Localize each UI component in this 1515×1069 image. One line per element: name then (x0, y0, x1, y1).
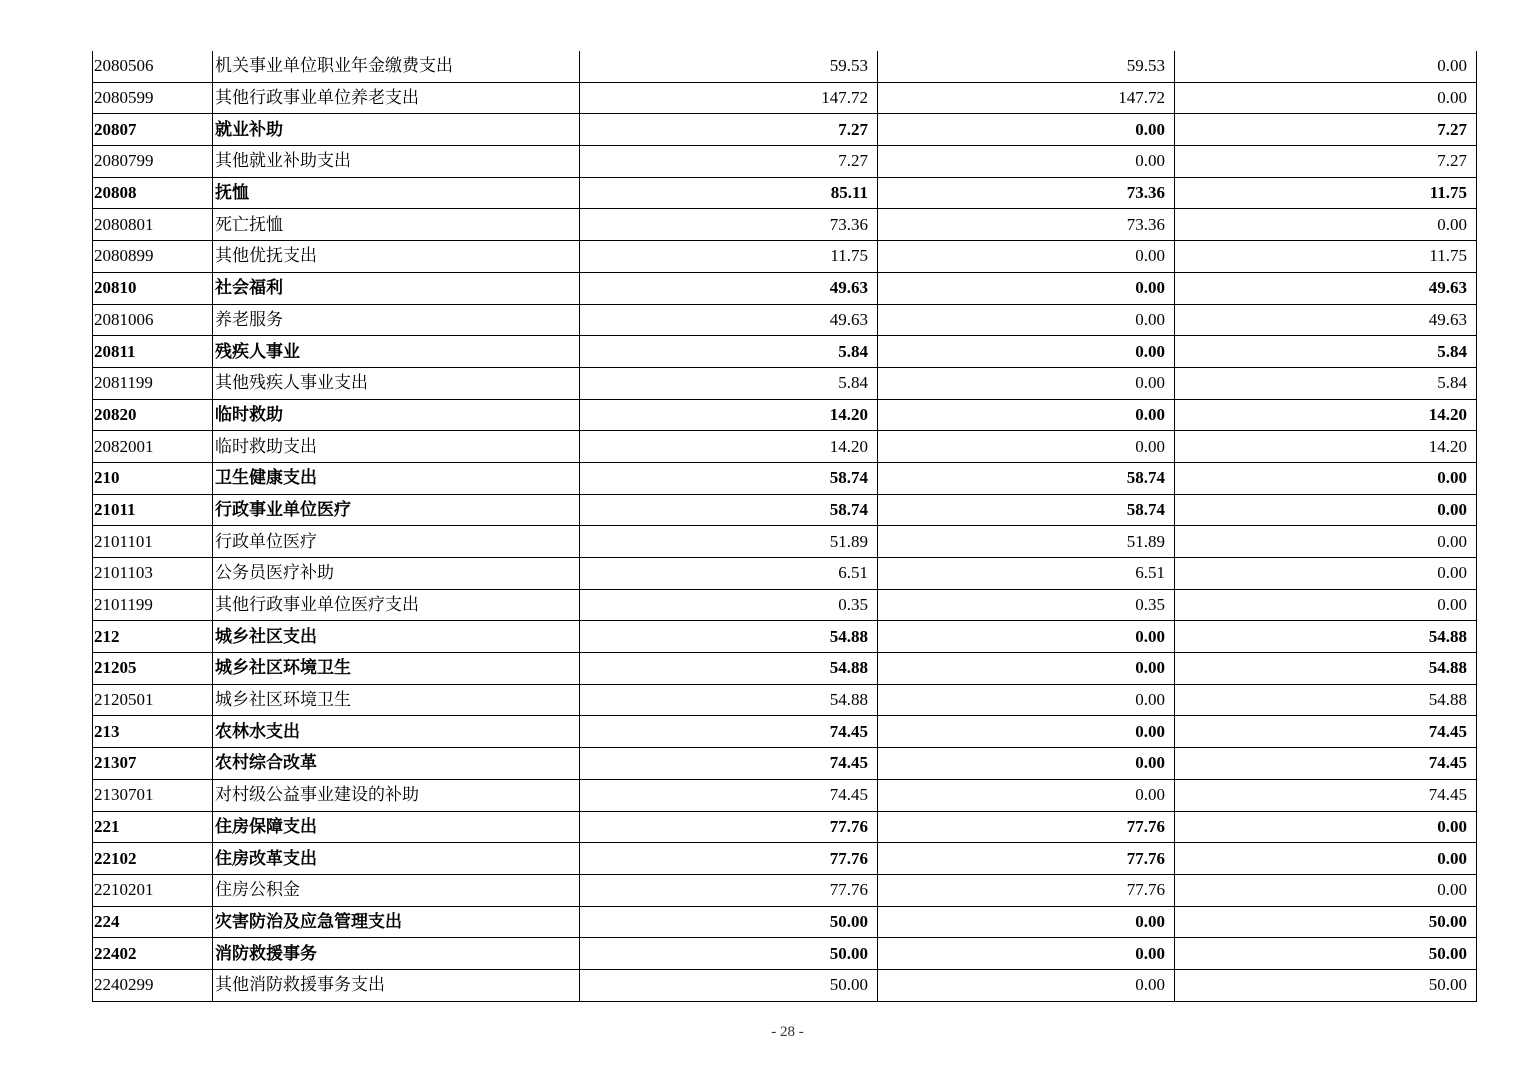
cell-code: 20807 (93, 114, 213, 146)
cell-project: 0.00 (1175, 811, 1477, 843)
cell-name: 公务员医疗补助 (213, 558, 580, 590)
cell-project: 54.88 (1175, 684, 1477, 716)
cell-name: 其他消防救援事务支出 (213, 969, 580, 1001)
cell-name: 灾害防治及应急管理支出 (213, 906, 580, 938)
cell-project: 7.27 (1175, 114, 1477, 146)
table-row (93, 748, 1477, 780)
cell-project: 49.63 (1175, 272, 1477, 304)
cell-total: 14.20 (580, 431, 878, 463)
cell-code: 2101103 (93, 558, 213, 590)
cell-name: 住房公积金 (213, 874, 580, 906)
cell-total: 51.89 (580, 526, 878, 558)
table-row (93, 938, 1477, 970)
cell-name: 行政事业单位医疗 (213, 494, 580, 526)
table-row (93, 779, 1477, 811)
cell-project: 5.84 (1175, 367, 1477, 399)
table-row (93, 146, 1477, 178)
table-row (93, 969, 1477, 1001)
cell-basic: 0.00 (878, 748, 1175, 780)
cell-name: 抚恤 (213, 177, 580, 209)
cell-basic: 0.00 (878, 272, 1175, 304)
cell-name: 临时救助支出 (213, 431, 580, 463)
cell-basic: 6.51 (878, 558, 1175, 590)
cell-basic: 0.00 (878, 779, 1175, 811)
cell-basic: 0.00 (878, 367, 1175, 399)
cell-code: 2080599 (93, 82, 213, 114)
cell-basic: 0.00 (878, 431, 1175, 463)
table-row (93, 114, 1477, 146)
cell-code: 2130701 (93, 779, 213, 811)
cell-project: 74.45 (1175, 779, 1477, 811)
table-row (93, 526, 1477, 558)
cell-name: 其他行政事业单位医疗支出 (213, 589, 580, 621)
cell-project: 14.20 (1175, 431, 1477, 463)
cell-name: 社会福利 (213, 272, 580, 304)
cell-total: 6.51 (580, 558, 878, 590)
table-row (93, 367, 1477, 399)
table-row (93, 494, 1477, 526)
cell-total: 7.27 (580, 146, 878, 178)
cell-code: 2240299 (93, 969, 213, 1001)
table-row (93, 336, 1477, 368)
cell-code: 2120501 (93, 684, 213, 716)
cell-code: 2101199 (93, 589, 213, 621)
cell-basic: 0.00 (878, 241, 1175, 273)
cell-total: 50.00 (580, 938, 878, 970)
cell-basic: 0.35 (878, 589, 1175, 621)
cell-project: 0.00 (1175, 209, 1477, 241)
cell-code: 21307 (93, 748, 213, 780)
table-row (93, 843, 1477, 875)
cell-basic: 58.74 (878, 494, 1175, 526)
cell-project: 50.00 (1175, 938, 1477, 970)
cell-basic: 0.00 (878, 146, 1175, 178)
cell-basic: 73.36 (878, 209, 1175, 241)
cell-code: 212 (93, 621, 213, 653)
table-row (93, 82, 1477, 114)
cell-project: 11.75 (1175, 177, 1477, 209)
cell-project: 54.88 (1175, 653, 1477, 685)
cell-total: 147.72 (580, 82, 878, 114)
cell-name: 残疾人事业 (213, 336, 580, 368)
cell-basic: 0.00 (878, 399, 1175, 431)
cell-project: 0.00 (1175, 51, 1477, 82)
cell-name: 临时救助 (213, 399, 580, 431)
cell-total: 54.88 (580, 684, 878, 716)
cell-name: 死亡抚恤 (213, 209, 580, 241)
cell-name: 其他优抚支出 (213, 241, 580, 273)
cell-project: 0.00 (1175, 526, 1477, 558)
cell-name: 卫生健康支出 (213, 462, 580, 494)
cell-project: 49.63 (1175, 304, 1477, 336)
cell-total: 74.45 (580, 748, 878, 780)
cell-total: 77.76 (580, 843, 878, 875)
table-row (93, 241, 1477, 273)
cell-name: 城乡社区支出 (213, 621, 580, 653)
cell-basic: 77.76 (878, 811, 1175, 843)
cell-basic: 0.00 (878, 114, 1175, 146)
table-row (93, 653, 1477, 685)
cell-total: 11.75 (580, 241, 878, 273)
cell-project: 74.45 (1175, 748, 1477, 780)
cell-total: 54.88 (580, 621, 878, 653)
cell-project: 74.45 (1175, 716, 1477, 748)
cell-total: 49.63 (580, 272, 878, 304)
cell-total: 74.45 (580, 779, 878, 811)
table-row (93, 558, 1477, 590)
cell-project: 0.00 (1175, 494, 1477, 526)
cell-total: 7.27 (580, 114, 878, 146)
cell-name: 其他就业补助支出 (213, 146, 580, 178)
cell-code: 21205 (93, 653, 213, 685)
cell-code: 20820 (93, 399, 213, 431)
cell-code: 2081006 (93, 304, 213, 336)
table-row (93, 304, 1477, 336)
cell-project: 5.84 (1175, 336, 1477, 368)
cell-basic: 77.76 (878, 874, 1175, 906)
cell-name: 农林水支出 (213, 716, 580, 748)
cell-total: 58.74 (580, 462, 878, 494)
table-row (93, 811, 1477, 843)
cell-basic: 0.00 (878, 621, 1175, 653)
table-row (93, 716, 1477, 748)
cell-basic: 0.00 (878, 906, 1175, 938)
cell-code: 21011 (93, 494, 213, 526)
cell-basic: 0.00 (878, 653, 1175, 685)
cell-project: 0.00 (1175, 558, 1477, 590)
cell-name: 住房保障支出 (213, 811, 580, 843)
cell-total: 54.88 (580, 653, 878, 685)
table-row (93, 874, 1477, 906)
cell-total: 50.00 (580, 969, 878, 1001)
cell-code: 20810 (93, 272, 213, 304)
cell-total: 74.45 (580, 716, 878, 748)
cell-name: 城乡社区环境卫生 (213, 684, 580, 716)
cell-total: 5.84 (580, 336, 878, 368)
cell-project: 0.00 (1175, 589, 1477, 621)
cell-code: 2080506 (93, 51, 213, 82)
table-body (93, 51, 1477, 1001)
table-row (93, 272, 1477, 304)
cell-code: 2101101 (93, 526, 213, 558)
cell-basic: 58.74 (878, 462, 1175, 494)
cell-basic: 59.53 (878, 51, 1175, 82)
cell-code: 2082001 (93, 431, 213, 463)
table-row (93, 399, 1477, 431)
cell-code: 20811 (93, 336, 213, 368)
table-row (93, 51, 1477, 82)
table-row (93, 209, 1477, 241)
cell-project: 0.00 (1175, 462, 1477, 494)
cell-basic: 0.00 (878, 684, 1175, 716)
cell-name: 对村级公益事业建设的补助 (213, 779, 580, 811)
cell-basic: 73.36 (878, 177, 1175, 209)
cell-project: 14.20 (1175, 399, 1477, 431)
cell-basic: 0.00 (878, 969, 1175, 1001)
table-row (93, 906, 1477, 938)
cell-code: 221 (93, 811, 213, 843)
cell-total: 77.76 (580, 811, 878, 843)
budget-table (92, 51, 1477, 1002)
cell-basic: 0.00 (878, 336, 1175, 368)
table-row (93, 177, 1477, 209)
cell-project: 11.75 (1175, 241, 1477, 273)
cell-basic: 0.00 (878, 716, 1175, 748)
cell-name: 农村综合改革 (213, 748, 580, 780)
cell-code: 224 (93, 906, 213, 938)
cell-project: 0.00 (1175, 874, 1477, 906)
cell-total: 73.36 (580, 209, 878, 241)
cell-code: 2080801 (93, 209, 213, 241)
table-row (93, 462, 1477, 494)
table-row (93, 431, 1477, 463)
cell-total: 0.35 (580, 589, 878, 621)
cell-project: 50.00 (1175, 969, 1477, 1001)
cell-code: 20808 (93, 177, 213, 209)
cell-total: 85.11 (580, 177, 878, 209)
cell-basic: 77.76 (878, 843, 1175, 875)
cell-name: 就业补助 (213, 114, 580, 146)
page-number: - 28 - (771, 1024, 804, 1040)
cell-total: 59.53 (580, 51, 878, 82)
cell-code: 22102 (93, 843, 213, 875)
cell-name: 养老服务 (213, 304, 580, 336)
cell-project: 7.27 (1175, 146, 1477, 178)
cell-project: 54.88 (1175, 621, 1477, 653)
cell-code: 2210201 (93, 874, 213, 906)
table-row (93, 589, 1477, 621)
cell-name: 城乡社区环境卫生 (213, 653, 580, 685)
cell-code: 2080799 (93, 146, 213, 178)
cell-project: 50.00 (1175, 906, 1477, 938)
cell-name: 其他行政事业单位养老支出 (213, 82, 580, 114)
cell-basic: 0.00 (878, 938, 1175, 970)
cell-code: 213 (93, 716, 213, 748)
cell-name: 机关事业单位职业年金缴费支出 (213, 51, 580, 82)
cell-total: 5.84 (580, 367, 878, 399)
cell-basic: 0.00 (878, 304, 1175, 336)
cell-basic: 51.89 (878, 526, 1175, 558)
cell-project: 0.00 (1175, 843, 1477, 875)
cell-total: 14.20 (580, 399, 878, 431)
cell-name: 消防救援事务 (213, 938, 580, 970)
cell-basic: 147.72 (878, 82, 1175, 114)
cell-code: 2080899 (93, 241, 213, 273)
cell-total: 50.00 (580, 906, 878, 938)
cell-name: 其他残疾人事业支出 (213, 367, 580, 399)
cell-code: 210 (93, 462, 213, 494)
cell-project: 0.00 (1175, 82, 1477, 114)
table-row (93, 621, 1477, 653)
cell-code: 2081199 (93, 367, 213, 399)
cell-name: 行政单位医疗 (213, 526, 580, 558)
cell-total: 58.74 (580, 494, 878, 526)
cell-name: 住房改革支出 (213, 843, 580, 875)
cell-code: 22402 (93, 938, 213, 970)
table-row (93, 684, 1477, 716)
cell-total: 77.76 (580, 874, 878, 906)
cell-total: 49.63 (580, 304, 878, 336)
